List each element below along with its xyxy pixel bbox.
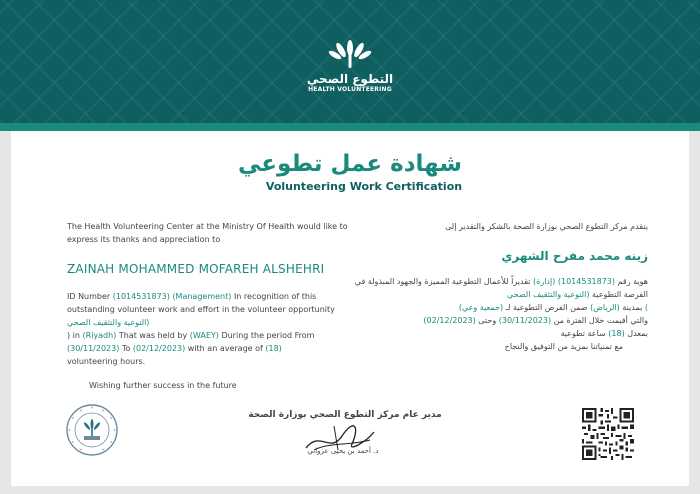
ar-city-value: (الرياض) <box>590 303 620 312</box>
bottom-frame <box>0 486 700 494</box>
ar-city-text: بمدينة <box>622 303 643 312</box>
ar-opportunity-value: (التوعية والتثقيف الصحي <box>507 290 590 299</box>
held-by-text: That was held by <box>118 331 188 340</box>
ar-close-paren: ) <box>644 303 648 312</box>
arabic-column <box>348 220 648 353</box>
ar-period-text: والتي أقيمت خلال الفترة من <box>553 316 648 325</box>
ar-id-value: (1014531873) <box>557 277 616 286</box>
arabic-body <box>348 275 648 340</box>
health-volunteering-logo <box>300 40 400 98</box>
palm-icon <box>328 40 372 70</box>
ar-average-text: بمعدل <box>627 329 648 338</box>
ar-hours-unit-text: ساعة تطوعية <box>560 329 606 338</box>
english-column <box>67 220 357 368</box>
hours-value: (18) <box>265 344 282 353</box>
signatory-title: مدير عام مركز التطوع الصحي بوزارة الصحة <box>248 410 442 420</box>
organizer-value: (WAEY) <box>189 331 219 340</box>
arabic-intro: يتقدم مركز التطوع الصحي بوزارة الصحة بالشكر والتقدير إلى <box>445 222 648 231</box>
id-label: ID Number <box>67 292 111 301</box>
ar-department-value: (إدارة) <box>533 277 556 286</box>
logo-arabic-text: التطوع الصحي <box>306 72 394 86</box>
recognition-text: In recognition of this outstanding volunteer work and effort in the volunteer opportunity <box>67 292 335 314</box>
english-body <box>67 290 357 368</box>
english-intro: The Health Volunteering Center at the Ministry Of Health would like to express its thanks and appreciation to <box>67 222 348 244</box>
average-text: with an average of <box>187 344 263 353</box>
logo-english-text: HEALTH VOLUNTEERING <box>308 86 392 93</box>
ar-thanks-text: تقديراً للأعمال التطوعية المميزة والجهود المبذولة في الفرصة التطوعية <box>354 277 648 299</box>
ministry-seal-icon <box>65 403 119 457</box>
to-date-value: (02/12/2023) <box>132 344 186 353</box>
ar-organizer-value: (جمعية وعي) <box>458 303 504 312</box>
ar-from-date-value: (30/11/2023) <box>498 316 552 325</box>
certificate-title-english: Volunteering Work Certification <box>265 180 463 193</box>
english-wish: Wishing further success in the future <box>89 381 237 390</box>
ar-to-date-value: (02/12/2023) <box>423 316 476 325</box>
certificate-title-arabic: شهادة عمل تطوعي <box>238 151 462 177</box>
ar-id-label: هوية رقم <box>617 277 648 286</box>
city-open-text: ) in <box>67 331 80 340</box>
recipient-name-english: ZAINAH MOHAMMED MOFAREH ALSHEHRI <box>67 262 325 276</box>
ar-to-text: وحتى <box>478 316 497 325</box>
opportunity-value: التوعية والتثقيف الصحي) <box>67 318 150 327</box>
recipient-name-arabic: زينه محمد مفرح الشهري <box>501 249 648 263</box>
ar-hours-value: (18) <box>608 329 625 338</box>
department-value: (Management) <box>172 292 232 301</box>
id-value: (1014531873) <box>112 292 170 301</box>
ar-within-text: ضمن الفرص التطوعية لـ <box>505 303 588 312</box>
arabic-wish: مع تمنياتنا بمزيد من التوفيق والنجاح <box>504 342 623 351</box>
header-accent-strip <box>0 123 700 131</box>
hours-unit-text: volunteering hours. <box>67 357 146 366</box>
qr-code-icon[interactable] <box>582 408 634 460</box>
signatory-name: د. أحمد بن يحيى عزواني <box>307 447 379 455</box>
city-value: (Riyadh) <box>82 331 117 340</box>
from-date-value: (30/11/2023) <box>67 344 120 353</box>
to-text: To <box>121 344 131 353</box>
period-text: During the period From <box>221 331 315 340</box>
